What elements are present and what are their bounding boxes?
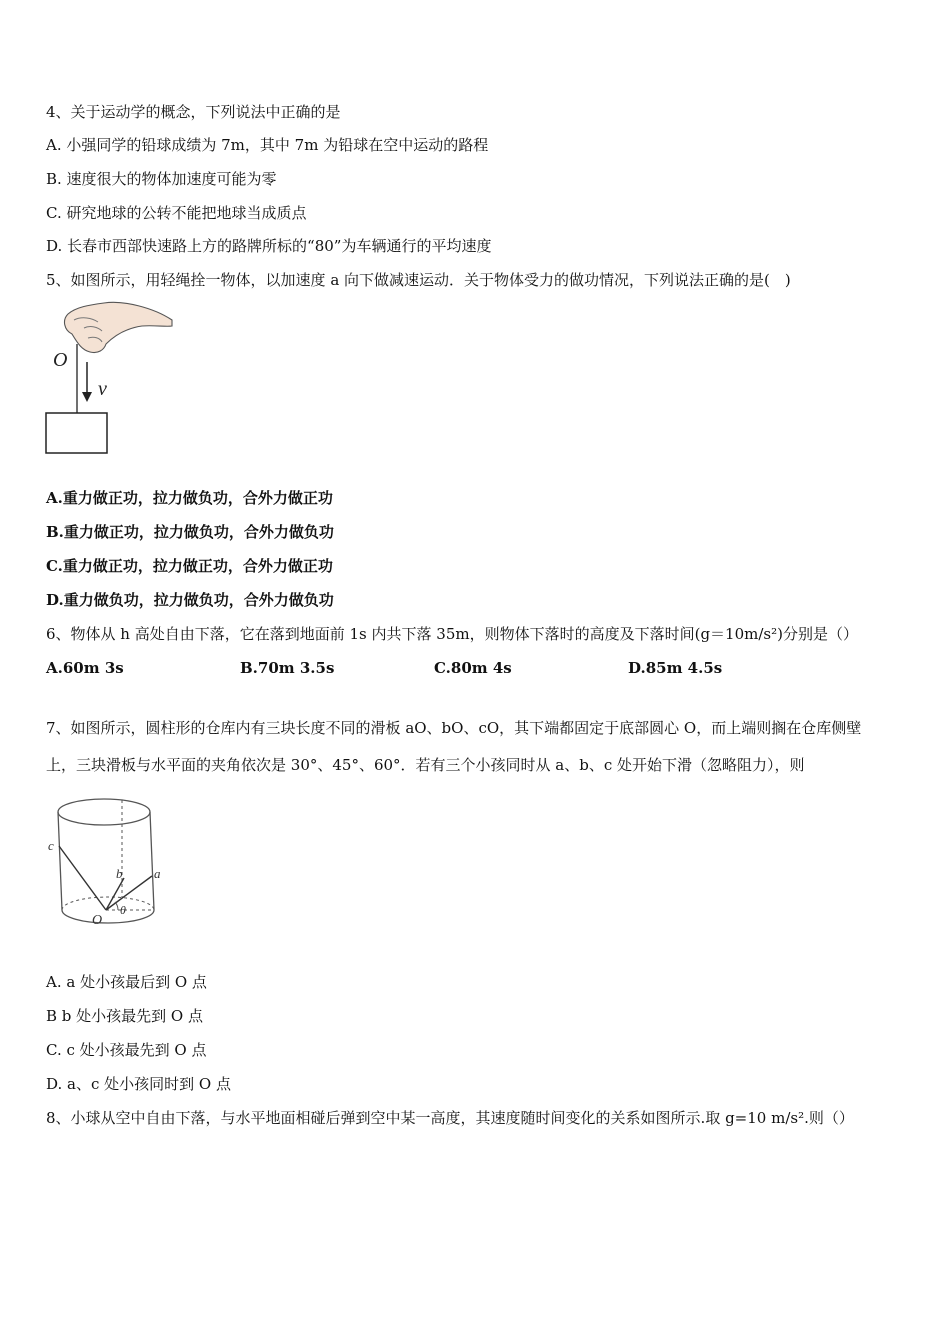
q5-velocity-label: v [98, 378, 107, 400]
hand-icon [65, 302, 172, 352]
q5-option-c: C.重力做正功，拉力做正功，合外力做正功 [46, 557, 333, 575]
q5-option-d: D.重力做负功，拉力做负功，合外力做负功 [46, 591, 334, 609]
q7-figure-cylinder-slides [44, 792, 174, 934]
q4-option-b: B. 速度很大的物体加速度可能为零 [46, 170, 277, 188]
q7-option-c: C. c 处小孩最先到 O 点 [46, 1041, 207, 1059]
q7-label-a: a [154, 866, 161, 881]
slide-aO [106, 876, 152, 910]
q5-figure-hand-rope-block [44, 298, 179, 460]
q4-option-c: C. 研究地球的公转不能把地球当成质点 [46, 204, 307, 222]
q4-option-d: D. 长春市西部快速路上方的路牌所标的“80”为车辆通行的平均速度 [46, 237, 492, 255]
q7-stem-line2: 上，三块滑板与水平面的夹角依次是 30°、45°、60°．若有三个小孩同时从 a、b、c 处开始下滑（忽略阻力），则 [46, 756, 805, 774]
q5-option-a: A.重力做正功，拉力做负功，合外力做正功 [46, 489, 333, 507]
q6-stem: 6、物体从 h 高处自由下落，它在落到地面前 1s 内共下落 35m，则物体下落时的高度及下落时间(g＝10m/s²)分别是（） [46, 625, 858, 643]
q7-stem-line1: 7、如图所示，圆柱形的仓库内有三块长度不同的滑板 aO、bO、cO，其下端都固定于底部圆心 O，而上端则搁在仓库侧壁 [46, 719, 862, 737]
slide-cO [59, 846, 106, 910]
q4-stem: 4、关于运动学的概念，下列说法中正确的是 [46, 103, 341, 121]
q5-stem: 5、如图所示，用轻绳拴一物体，以加速度 a 向下做减速运动．关于物体受力的做功情况，下列说法正确的是( ) [46, 271, 791, 289]
q7-label-c: c [48, 838, 54, 853]
q6-option-a: A.60m 3s [46, 659, 124, 677]
q6-option-c: C.80m 4s [434, 659, 512, 677]
block [46, 413, 107, 453]
q6-option-b: B.70m 3.5s [240, 659, 335, 677]
q4-option-a: A. 小强同学的铅球成绩为 7m，其中 7m 为铅球在空中运动的路程 [46, 136, 489, 154]
q7-option-a: A. a 处小孩最后到 O 点 [46, 973, 207, 991]
q7-label-theta: θ [120, 903, 126, 917]
q7-label-o: O [92, 913, 103, 928]
cylinder-top [58, 799, 150, 825]
q7-label-b: b [116, 866, 123, 881]
q6-option-d: D.85m 4.5s [628, 659, 723, 677]
q5-point-o-label: O [53, 349, 68, 371]
q5-option-b: B.重力做正功，拉力做负功，合外力做负功 [46, 523, 334, 541]
q8-stem: 8、小球从空中自由下落，与水平地面相碰后弹到空中某一高度，其速度随时间变化的关系如图所示.取 g=10 m/s².则（） [46, 1109, 854, 1127]
q7-option-d: D. a、c 处小孩同时到 O 点 [46, 1075, 231, 1093]
q7-option-b: B b 处小孩最先到 O 点 [46, 1007, 203, 1025]
